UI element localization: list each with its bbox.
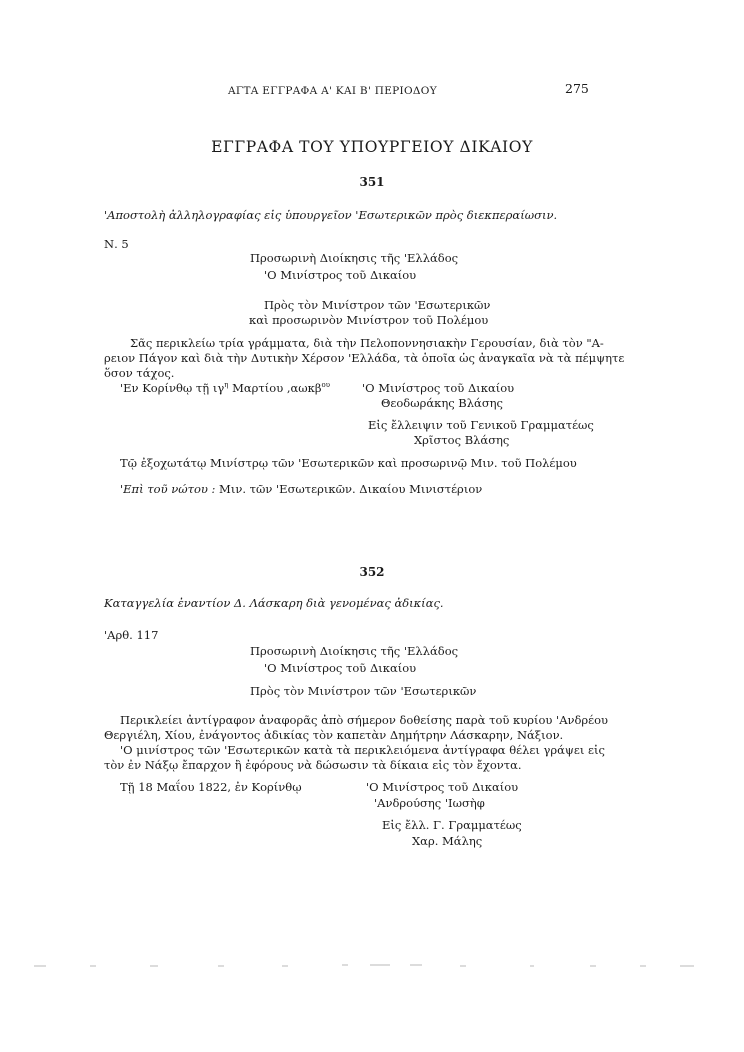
document-351-body-line: ρειον Πάγον καὶ διὰ τὴν Δυτικὴν Χέρσον 'Ελλάδα, τὰ ὁποῖα ὡς ἀναγκαῖα νὰ τὰ πέμψητε bbox=[104, 351, 625, 365]
document-number-351: 351 bbox=[359, 175, 385, 189]
document-351-secretary-title: Εἰς ἔλλειψιν τοῦ Γενικοῦ Γραμματέως bbox=[368, 418, 594, 432]
document-352-body-line: 'Ο μινίστρος τῶν 'Εσωτερικῶν κατὰ τὰ περικλειόμενα ἀντίγραφα θέλει γράψει εἰς bbox=[120, 743, 605, 757]
document-352-signer-title: 'Ο Μινίστρος τοῦ Δικαίου bbox=[366, 780, 519, 794]
document-351-signer-title: 'Ο Μινίστρος τοῦ Δικαίου bbox=[362, 381, 515, 395]
date-ordinal-suffix: η bbox=[224, 381, 229, 390]
document-352-signer-name: 'Ανδρούσης 'Ιωσὴφ bbox=[374, 796, 485, 810]
running-header: ΑΓΤΑ ΕΓΓΡΑΦΑ Α' ΚΑΙ Β' ΠΕΡΙΟΔΟΥ bbox=[228, 85, 437, 97]
document-352-secretary-name: Χαρ. Μάλης bbox=[412, 834, 483, 848]
document-351-date bbox=[120, 381, 330, 395]
year-suffix: ου bbox=[321, 381, 330, 390]
document-352-secretary-title: Εἰς ἔλλ. Γ. Γραμματέως bbox=[382, 818, 522, 832]
document-351-body-line: Σᾶς περικλείω τρία γράμματα, διὰ τὴν Πελοποννησιακὴν Γερουσίαν, διὰ τὸν "Α- bbox=[130, 336, 604, 350]
section-title: ΕΓΓΡΑΦΑ ΤΟΥ ΥΠΟΥΡΓΕΙΟΥ ΔΙΚΑΙΟΥ bbox=[211, 138, 533, 156]
document-351-verso bbox=[120, 482, 482, 496]
document-351-body-line: ὅσον τάχος. bbox=[104, 366, 175, 380]
document-351-ref: Ν. 5 bbox=[104, 237, 129, 251]
date-month-year: Μαρτίου ,αωκβ bbox=[228, 381, 322, 395]
page-number: 275 bbox=[565, 81, 589, 96]
document-351-addressee-cont: καὶ προσωρινὸν Μινίστρον τοῦ Πολέμου bbox=[249, 313, 489, 327]
document-351-summary: 'Αποστολὴ ἀλληλογραφίας εἰς ὑπουργεῖον 'Εσωτερικῶν πρὸς διεκπεραίωσιν. bbox=[104, 208, 558, 222]
document-352-addressee: Πρὸς τὸν Μινίστρον τῶν 'Εσωτερικῶν bbox=[250, 684, 477, 698]
document-351-signer-name: Θεοδωράκης Βλάσης bbox=[381, 396, 503, 410]
document-351-addressee: Πρὸς τὸν Μινίστρον τῶν 'Εσωτερικῶν bbox=[264, 298, 491, 312]
document-351-minister: 'Ο Μινίστρος τοῦ Δικαίου bbox=[264, 268, 417, 282]
document-352-summary: Καταγγελία ἐναντίον Δ. Λάσκαρη διὰ γενομένας ἀδικίας. bbox=[104, 596, 444, 610]
document-352-body-line: Περικλείει ἀντίγραφον ἀναφορᾶς ἀπὸ σήμερον δοθείσης παρὰ τοῦ κυρίου 'Ανδρέου bbox=[120, 713, 609, 727]
verso-label: 'Επὶ τοῦ νώτου : bbox=[120, 482, 216, 496]
document-352-body-line: Θεργιέλη, Χίου, ἐνάγοντος ἀδικίας τὸν καπετὰν Δημήτρην Λάσκαρην, Νάξιον. bbox=[104, 728, 564, 742]
date-place: 'Εν Κορίνθῳ τῇ ιγ bbox=[120, 381, 225, 395]
document-351-closing-address: Τῷ ἐξοχωτάτῳ Μινίστρῳ τῶν 'Εσωτερικῶν καὶ προσωρινῷ Μιν. τοῦ Πολέμου bbox=[120, 456, 577, 470]
document-352-date: Τῇ 18 Μαΐου 1822, ἐν Κορίνθῳ bbox=[120, 780, 302, 794]
scan-artifact-marks bbox=[30, 956, 714, 976]
document-352-body-line: τὸν ἐν Νάξῳ ἔπαρχον ἢ ἐφόρους νὰ δώσωσιν τὰ δίκαια εἰς τὸν ἔχοντα. bbox=[104, 758, 522, 772]
verso-text: Μιν. τῶν 'Εσωτερικῶν. Δικαίου Μινιστέριον bbox=[215, 482, 483, 496]
document-352-minister: 'Ο Μινίστρος τοῦ Δικαίου bbox=[264, 661, 417, 675]
document-number-352: 352 bbox=[359, 565, 385, 579]
document-351-authority: Προσωρινὴ Διοίκησις τῆς 'Ελλάδος bbox=[250, 251, 459, 265]
document-352-ref: 'Αρθ. 117 bbox=[104, 628, 159, 642]
document-351-secretary-name: Χρῖστος Βλάσης bbox=[414, 433, 510, 447]
document-352-authority: Προσωρινὴ Διοίκησις τῆς 'Ελλάδος bbox=[250, 644, 459, 658]
